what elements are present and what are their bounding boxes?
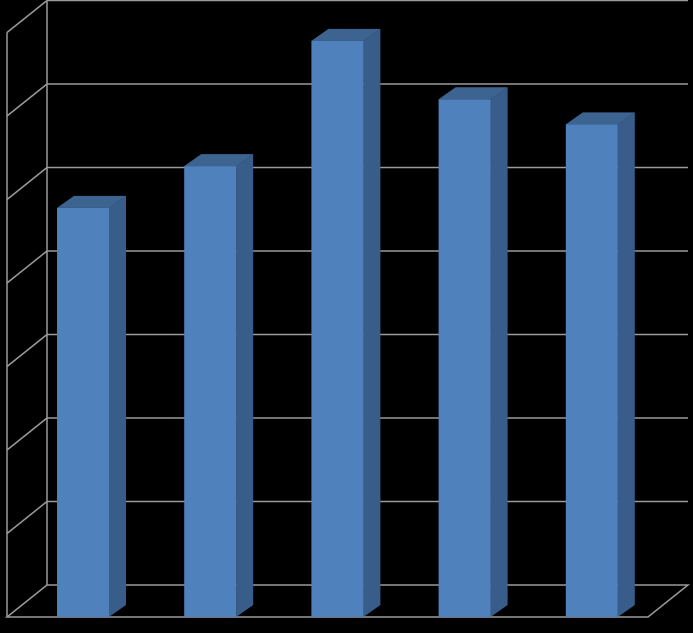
bar-front: [184, 166, 236, 617]
gridline-slant: [7, 502, 47, 534]
bar: [311, 29, 380, 617]
bar: [57, 196, 126, 617]
gridline-slant: [7, 335, 47, 367]
gridline-slant: [7, 251, 47, 283]
bar-front: [311, 41, 363, 617]
bar-front: [566, 124, 618, 617]
bars: [57, 29, 635, 617]
bar-side: [618, 112, 635, 617]
bar: [439, 87, 508, 617]
gridline-slant: [7, 168, 47, 200]
gridline-slant: [7, 418, 47, 450]
bar-side: [491, 87, 508, 617]
bar: [184, 154, 253, 617]
bar-side: [109, 196, 126, 617]
gridline-slant: [7, 84, 47, 116]
bar-front: [439, 99, 491, 617]
bar-side: [236, 154, 253, 617]
gridline-slant: [7, 1, 47, 33]
bar-side: [363, 29, 380, 617]
bar: [566, 112, 635, 617]
bar-front: [57, 208, 109, 617]
